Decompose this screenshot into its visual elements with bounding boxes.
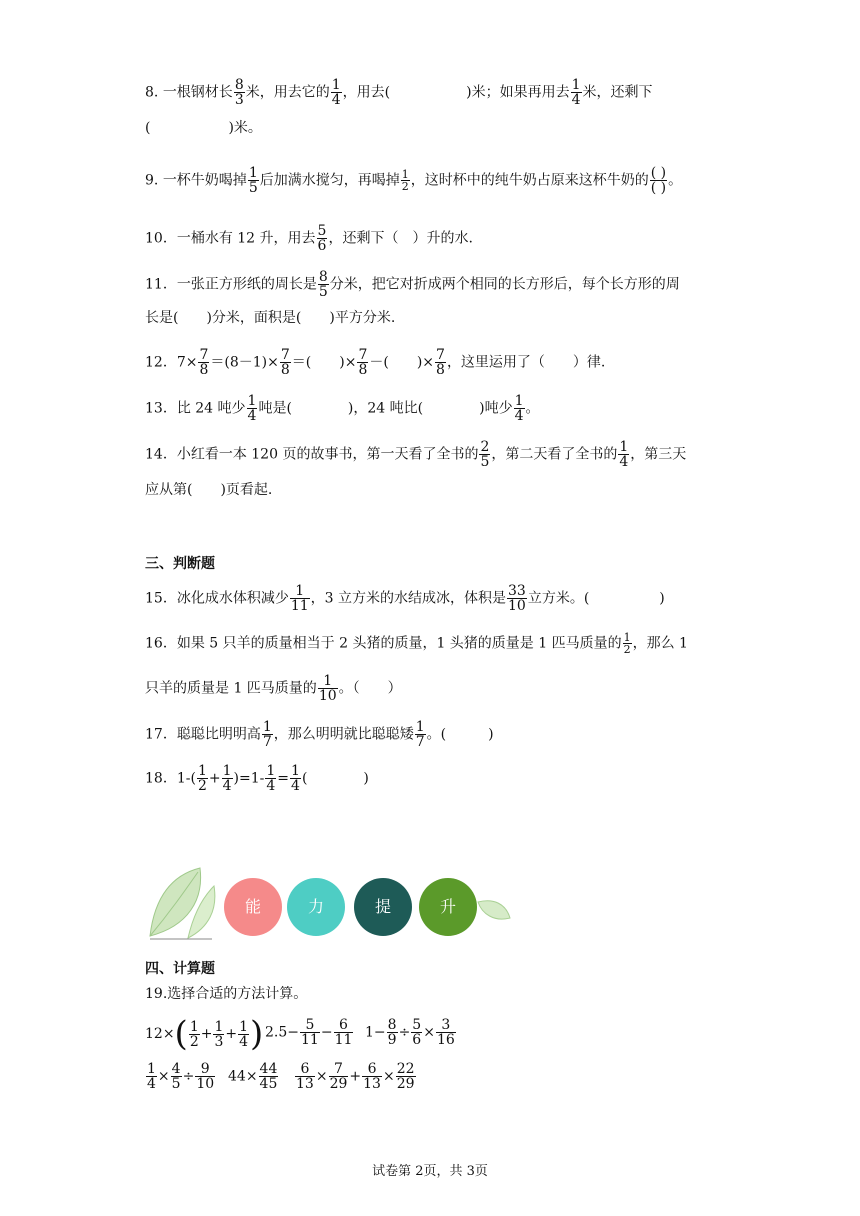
calc-expression-2: 2.5− $\frac{5}{11}$ − $\frac{6}{11}$ bbox=[265, 1017, 353, 1048]
fraction: $\frac{1}{2}$ bbox=[401, 168, 409, 193]
question-text: )米。 bbox=[228, 120, 262, 136]
fraction: $\frac{1}{4}$ bbox=[571, 77, 581, 108]
question-number: 9. bbox=[145, 172, 159, 189]
fraction: $\frac{1}{4}$ bbox=[514, 393, 524, 424]
question-text: ，那么明明就比聪聪矮 bbox=[273, 726, 414, 743]
question-text: 一杯牛奶喝掉 bbox=[162, 172, 247, 189]
question-9 bbox=[145, 166, 682, 195]
question-text: －( )× bbox=[369, 354, 435, 371]
question-number: 16． bbox=[145, 635, 177, 652]
question-text: 一桶水有 12 升，用去 bbox=[176, 230, 316, 247]
banner-circle-neng: 能 bbox=[224, 878, 282, 936]
question-15 bbox=[145, 584, 665, 613]
question-text: ，还剩下（ ）升的水. bbox=[328, 230, 473, 247]
question-text: 小红看一本 120 页的故事书，第一天看了全书的 bbox=[176, 446, 479, 463]
question-text: 冰化成水体积减少 bbox=[176, 590, 289, 607]
question-text: ，第三天 bbox=[630, 446, 687, 463]
question-text: 米，还剩下 bbox=[582, 84, 653, 101]
fraction: $\frac{8}{3}$ bbox=[234, 77, 244, 108]
fraction: $\frac{8}{5}$ bbox=[318, 269, 328, 300]
question-text: 后加满水搅匀，再喝掉 bbox=[259, 172, 400, 189]
fraction: $\frac{1}{11}$ bbox=[290, 583, 309, 614]
question-text: 选择合适的方法计算。 bbox=[167, 986, 308, 1002]
fraction: $\frac{1}{4}$ bbox=[331, 77, 341, 108]
question-text: 应从第( )页看起. bbox=[145, 482, 273, 498]
fraction: $\frac{7}{8}$ bbox=[199, 347, 209, 378]
question-number: 17． bbox=[145, 726, 177, 743]
question-number: 18． bbox=[145, 770, 177, 787]
fraction: $\frac{5}{6}$ bbox=[317, 223, 327, 254]
question-14 bbox=[145, 440, 686, 469]
section-heading: 四、计算题 bbox=[145, 961, 215, 977]
question-14-cont bbox=[145, 480, 272, 500]
question-number: 8. bbox=[145, 84, 159, 101]
question-text: 1-( bbox=[176, 770, 196, 787]
question-number: 14． bbox=[145, 446, 177, 463]
question-text: 。（ ） bbox=[338, 680, 402, 697]
question-text: 一张正方形纸的周长是 bbox=[176, 276, 317, 293]
question-number: 13． bbox=[145, 400, 177, 417]
question-13 bbox=[145, 394, 540, 423]
question-text: ，这里运用了（ ）律. bbox=[446, 354, 606, 371]
answer-fraction-blank[interactable]: $\frac{( )}{( )}$ bbox=[650, 165, 667, 196]
calc-expression-6: $\frac{6}{13}$ × $\frac{7}{29}$ + $\frac{6}{13}$ × $\frac{22}{29}$ bbox=[296, 1061, 415, 1092]
question-text: 米，用去它的 bbox=[245, 84, 330, 101]
question-text: 立方米。( ) bbox=[527, 590, 665, 607]
question-text: ，第二天看了全书的 bbox=[491, 446, 618, 463]
fraction: $\frac{1}{7}$ bbox=[415, 719, 425, 750]
fraction: $\frac{1}{4}$ bbox=[222, 763, 232, 794]
question-text: 聪聪比明明高 bbox=[176, 726, 261, 743]
question-text: 只羊的质量是 1 匹马质量的 bbox=[145, 680, 317, 697]
calc-expression-5: 44× $\frac{44}{45}$ bbox=[228, 1061, 278, 1092]
fraction: $\frac{1}{4}$ bbox=[619, 439, 629, 470]
question-text: 比 24 吨少 bbox=[176, 400, 246, 417]
question-text: )米；如果再用去 bbox=[466, 84, 570, 101]
fraction: $\frac{7}{8}$ bbox=[436, 347, 445, 378]
fraction: $\frac{1}{2}$ bbox=[197, 763, 207, 794]
calc-expression-3: 1− $\frac{8}{9}$ ÷ $\frac{5}{6}$ × $\frac{3}{16}$ bbox=[365, 1017, 455, 1048]
fraction: $\frac{1}{5}$ bbox=[248, 165, 258, 196]
calc-expression-4: $\frac{1}{4}$ × $\frac{4}{5}$ ÷ $\frac{9}{10}$ bbox=[147, 1061, 215, 1092]
question-text: 。 bbox=[525, 400, 540, 417]
question-11 bbox=[145, 270, 680, 299]
question-text: 7× bbox=[176, 354, 198, 371]
fraction: $\frac{33}{10}$ bbox=[508, 583, 526, 614]
calc-expression-1: 12×( $\frac{1}{2}$ + $\frac{1}{3}$ + $\frac{1}{4}$ ) bbox=[145, 1014, 264, 1054]
banner-circle-sheng: 升 bbox=[419, 878, 477, 936]
question-number: 10． bbox=[145, 230, 177, 247]
fraction: $\frac{1}{4}$ bbox=[266, 763, 276, 794]
question-text: 如果 5 只羊的质量相当于 2 头猪的质量，1 头猪的质量是 1 匹马质量的 bbox=[176, 635, 622, 652]
question-18 bbox=[145, 764, 369, 793]
fraction: $\frac{1}{4}$ bbox=[291, 763, 300, 794]
question-text: 。 bbox=[668, 172, 683, 189]
page-footer: 试卷第 2页，共 3页 bbox=[372, 1164, 488, 1179]
question-16 bbox=[145, 632, 688, 655]
fraction: $\frac{2}{5}$ bbox=[480, 439, 490, 470]
banner-circle-ti: 提 bbox=[354, 878, 412, 936]
question-number: 12． bbox=[145, 354, 177, 371]
question-12 bbox=[145, 348, 605, 377]
question-19 bbox=[145, 984, 307, 1004]
question-11-cont bbox=[145, 308, 395, 328]
fraction: $\frac{7}{8}$ bbox=[280, 347, 290, 378]
question-number: 19. bbox=[145, 986, 168, 1002]
question-text: ，那么 1 bbox=[632, 635, 688, 652]
question-10 bbox=[145, 224, 473, 253]
question-8-cont bbox=[145, 118, 262, 138]
question-text: )=1- bbox=[233, 770, 265, 787]
section-heading: 三、判断题 bbox=[145, 556, 215, 572]
fraction: $\frac{1}{10}$ bbox=[318, 673, 337, 704]
fraction: $\frac{7}{8}$ bbox=[358, 347, 368, 378]
question-text: + bbox=[208, 770, 221, 787]
question-text: ( ) bbox=[301, 770, 369, 787]
question-text: = bbox=[277, 770, 290, 787]
question-17 bbox=[145, 720, 494, 749]
question-text: ＝( )× bbox=[291, 354, 357, 371]
question-text: 一根钢材长 bbox=[162, 84, 233, 101]
question-text: ，这时杯中的纯牛奶占原来这杯牛奶的 bbox=[410, 172, 649, 189]
fraction: $\frac{1}{4}$ bbox=[247, 393, 257, 424]
question-text: 。( ) bbox=[426, 726, 494, 743]
question-text: ( bbox=[145, 120, 151, 136]
question-number: 11． bbox=[145, 276, 177, 293]
question-number: 15． bbox=[145, 590, 177, 607]
question-text: 长是( )分米，面积是( )平方分米. bbox=[145, 310, 396, 326]
question-text: 分米，把它对折成两个相同的长方形后，每个长方形的周 bbox=[329, 276, 680, 293]
fraction: $\frac{1}{2}$ bbox=[623, 631, 631, 656]
banner-circle-li: 力 bbox=[287, 878, 345, 936]
question-text: 吨是( )，24 吨比( )吨少 bbox=[258, 400, 513, 417]
question-text: ＝(8－1)× bbox=[210, 354, 279, 371]
question-text: ，用去( bbox=[342, 84, 391, 101]
question-16-cont bbox=[145, 674, 402, 703]
fraction: $\frac{1}{7}$ bbox=[262, 719, 272, 750]
question-text: ，3 立方米的水结成冰，体积是 bbox=[310, 590, 507, 607]
question-8 bbox=[145, 78, 653, 107]
